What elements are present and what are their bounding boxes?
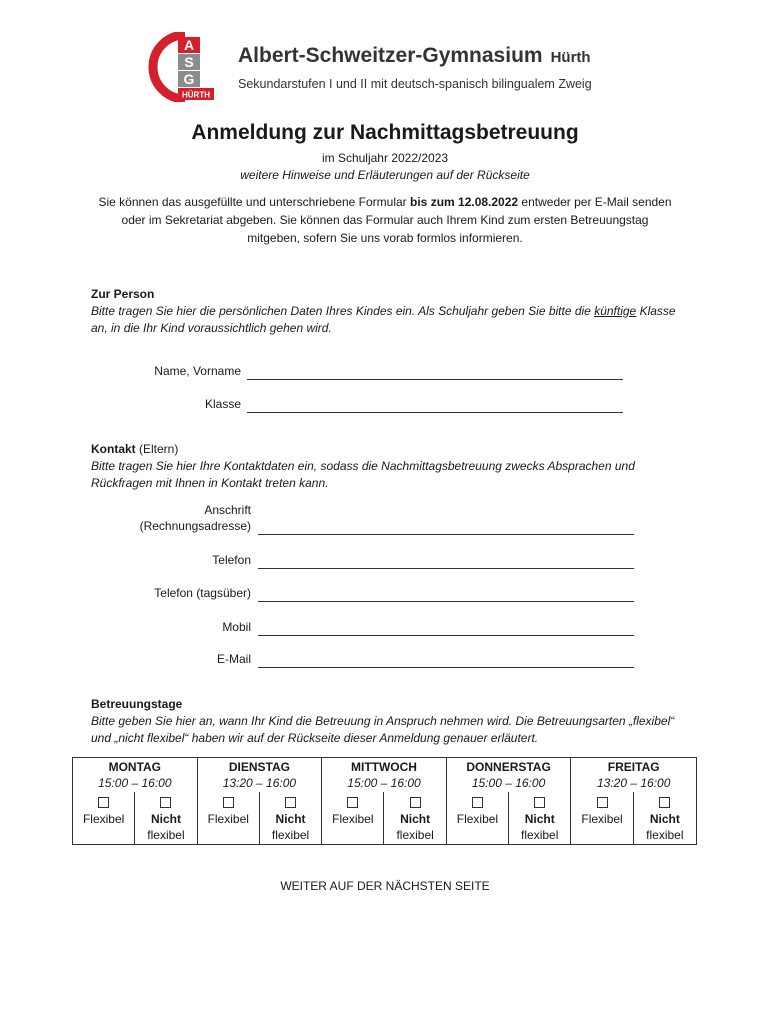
intro-text <box>95 193 675 247</box>
option-label-sub: flexibel <box>271 828 310 842</box>
intro-part2: entweder per E-Mail senden oder im Sekretariat abgeben. Sie können das Formular auch Ihrem Kind zum ersten Betreuungstag mitgeben, sofern Sie uns vorab formlos informieren. <box>121 195 672 245</box>
tuesday-nonflexible-option[interactable] <box>259 792 321 845</box>
intro-deadline: bis zum 12.08.2022 <box>410 195 519 209</box>
option-label: Flexibel <box>332 812 374 826</box>
daytime-phone-label: Telefon (tagsüber) <box>154 586 251 600</box>
day-header-friday <box>571 758 697 793</box>
school-name <box>238 44 591 68</box>
friday-flexible-option[interactable] <box>571 792 633 845</box>
person-section-title: Zur Person <box>91 287 155 301</box>
person-desc-part1: Bitte tragen Sie hier die persönlichen Daten Ihres Kindes ein. Als Schuljahr geben Sie bitte die <box>91 304 595 318</box>
logo-letter: A <box>183 37 195 53</box>
name-field[interactable] <box>247 379 623 380</box>
email-field[interactable] <box>258 667 634 668</box>
option-label: Nicht <box>275 812 306 826</box>
option-label-sub: flexibel <box>147 828 185 842</box>
school-subtitle: Sekundarstufen I und II mit deutsch-spanisch bilingualem Zweig <box>238 77 592 91</box>
checkbox[interactable] <box>410 797 421 808</box>
checkbox[interactable] <box>98 797 109 808</box>
option-label: Nicht <box>524 812 555 826</box>
wednesday-flexible-option[interactable] <box>322 792 384 845</box>
day-header-tuesday <box>197 758 322 793</box>
care-days-table <box>72 757 697 845</box>
class-field[interactable] <box>247 412 623 413</box>
checkbox[interactable] <box>285 797 296 808</box>
contact-section-desc: Bitte tragen Sie hier Ihre Kontaktdaten ein, sodass die Nachmittagsbetreuung zwecks Absprachen und Rückfragen mit Ihnen in Kontakt treten kann. <box>91 459 635 490</box>
option-label: Flexibel <box>82 812 125 826</box>
day-name: DONNERSTAG <box>466 760 551 774</box>
logo-letter: S <box>184 54 194 70</box>
back-page-hint: weitere Hinweise und Erläuterungen auf der Rückseite <box>240 168 530 182</box>
person-desc-underlined: künftige <box>594 304 637 318</box>
tuesday-flexible-option[interactable] <box>197 792 259 845</box>
address-field[interactable] <box>258 534 634 535</box>
intro-part1: Sie können das ausgefüllte und unterschriebene Formular <box>98 195 411 209</box>
thursday-nonflexible-option[interactable] <box>509 792 571 845</box>
address-label-sub: (Rechnungsadresse) <box>139 519 251 533</box>
day-time: 13:20 – 16:00 <box>596 776 671 790</box>
checkbox[interactable] <box>160 797 171 808</box>
option-label-sub: flexibel <box>396 828 434 842</box>
monday-nonflexible-option[interactable] <box>135 792 197 845</box>
checkbox[interactable] <box>597 797 608 808</box>
school-city: Hürth <box>550 49 591 66</box>
day-name: MONTAG <box>108 760 162 774</box>
name-label: Name, Vorname <box>154 364 241 378</box>
option-label-sub: flexibel <box>521 828 559 842</box>
school-year: im Schuljahr 2022/2023 <box>321 151 449 165</box>
wednesday-nonflexible-option[interactable] <box>384 792 446 845</box>
option-label: Nicht <box>649 812 680 826</box>
address-label: Anschrift <box>204 503 251 517</box>
day-name: DIENSTAG <box>228 760 290 774</box>
day-header-wednesday <box>322 758 447 793</box>
mobile-field[interactable] <box>258 635 634 636</box>
school-name-text: Albert-Schweitzer-Gymnasium <box>238 44 543 67</box>
phone-field[interactable] <box>258 568 634 569</box>
contact-title-suffix: (Eltern) <box>135 442 179 456</box>
day-name: MITTWOCH <box>350 760 417 774</box>
option-label: Flexibel <box>581 812 623 826</box>
day-header-thursday <box>446 758 571 793</box>
checkbox[interactable] <box>223 797 234 808</box>
option-label: Nicht <box>150 812 181 826</box>
option-label-sub: flexibel <box>646 828 684 842</box>
checkbox[interactable] <box>472 797 483 808</box>
phone-label: Telefon <box>212 553 251 567</box>
day-name: FREITAG <box>607 760 660 774</box>
contact-title-text: Kontakt <box>91 442 136 456</box>
daytime-phone-field[interactable] <box>258 601 634 602</box>
continue-next-page-note: WEITER AUF DER NÄCHSTEN SEITE <box>280 879 490 893</box>
school-logo <box>145 32 217 102</box>
day-header-monday <box>73 758 198 793</box>
option-label: Flexibel <box>207 812 249 826</box>
thursday-flexible-option[interactable] <box>446 792 508 845</box>
friday-nonflexible-option[interactable] <box>633 792 696 845</box>
checkbox[interactable] <box>347 797 358 808</box>
days-section-desc: Bitte geben Sie hier an, wann Ihr Kind die Betreuung in Anspruch nehmen wird. Die Betreuungsarten „flexibel“ und „nicht flexibel“ haben wir auf der Rückseite dieser Anmeldung genauer erläutert. <box>91 714 675 745</box>
day-time: 13:20 – 16:00 <box>222 776 297 790</box>
checkbox[interactable] <box>534 797 545 808</box>
monday-flexible-option[interactable] <box>73 792 135 845</box>
checkbox[interactable] <box>659 797 670 808</box>
person-section-desc <box>91 303 691 337</box>
logo-city-text: HÜRTH <box>182 90 210 100</box>
person-desc-part2: Klasse an, in die Ihr Kind voraussichtlich gehen wird. <box>91 304 676 335</box>
email-label: E-Mail <box>216 652 251 666</box>
class-label: Klasse <box>204 397 241 411</box>
day-time: 15:00 – 16:00 <box>98 776 172 790</box>
page-title: Anmeldung zur Nachmittagsbetreuung <box>191 121 579 144</box>
contact-section-title <box>91 442 178 456</box>
mobile-label: Mobil <box>222 620 251 634</box>
day-time: 15:00 – 16:00 <box>347 776 421 790</box>
logo-letter: G <box>183 71 195 87</box>
option-label: Nicht <box>400 812 431 826</box>
day-time: 15:00 – 16:00 <box>471 776 546 790</box>
option-label: Flexibel <box>456 812 499 826</box>
days-section-title: Betreuungstage <box>91 697 183 711</box>
